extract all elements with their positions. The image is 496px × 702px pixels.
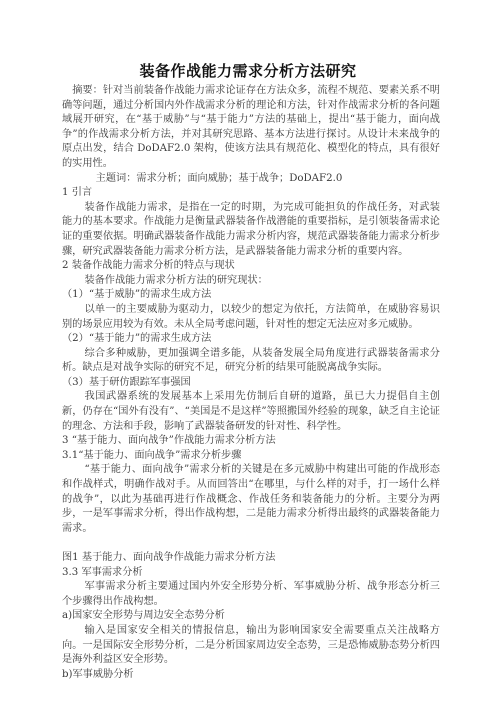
section-para-2: 装备作战能力需求分析方法的研究现状： [84, 274, 268, 286]
subsection-para-a: 输入是国家安全相关的情报信息，输出为影响国家安全需要重点关注战略方向。一是国际安全形势分析，二是分析国家周边安全态势，三是恐怖威胁态势分析四是海外利益区安全形势。 [62, 624, 440, 666]
subsection-heading-b: b)军事威胁分析 [62, 668, 134, 680]
abstract-label: 摘要： [72, 85, 103, 96]
figure-gap [62, 536, 440, 551]
keywords [62, 172, 440, 187]
section-heading-2-1: （1）“基于威胁”的需求生成方法 [62, 289, 212, 301]
section-heading-1: 1 引言 [62, 187, 93, 199]
section-para-1: 装备作战能力需求，是指在一定的时期，为完成可能担负的作战任务，对武装能力的基本要求。作战能力是衡量武器装备作战潜能的重要指标，是引领装备需求论证的重要依据。明确武器装备作战能力需求分析内容，规范武器装备能力需求分析步骤，研究武器装备能力需求分析方法，是武器装备能力需求分析的重要内容。 [62, 201, 440, 257]
section-para-3-1: “基于能力、面向战争”需求分析的关键是在多元威胁中构建出可能的作战形态和作战样式，明确作战对手。从而回答出“在哪里，与什么样的对手，打一场什么样的战争”，以此为基础再进行作战概念、作战任务和装备能力的分析。主要分为两步，一是军事需求分析，得出作战构想，二是能力需求分析得出最终的武器装备能力需求。 [62, 464, 440, 534]
keywords-label: 主题词： [95, 172, 137, 184]
page-title: 装备作战能力需求分析方法研究 [139, 62, 357, 80]
section-heading-3-3: 3.3 军事需求分析 [62, 566, 143, 578]
figure-caption: 图1 基于能力、面向战争作战能力需求分析方法 [62, 552, 276, 563]
abstract-text: 针对当前装备作战能力需求论证存在方法众多，流程不规范、要素关系不明确等问题，通过分析国内外作战需求分析的理论和方法，针对作战需求分析的各问题域展开研究，在“基于威胁”与“基于能力”方法的基础上，提出“基于能力，面向战争”的作战需求分析方法，并对其研究思路、基本方法进行探讨。从设计未来战争的原点出发，结合 DoDAF2.0 架构，使该方法具有规范化、模型化的特点，具有很好的实用性。 [62, 85, 440, 169]
section-heading-2: 2 装备作战能力需求分析的特点与现状 [62, 260, 235, 272]
section-heading-3: 3 “基于能力、面向战争”作战能力需求分析方法 [62, 435, 276, 447]
subsection-heading-a: a)国家安全形势与周边安全态势分析 [62, 610, 225, 622]
section-heading-3-1: 3.1“基于能力、面向战争”需求分析步骤 [62, 449, 242, 461]
section-para-2-3: 我国武器系统的发展基本上采用先仿制后自研的道路，虽已大力提倡自主创新，仍存在“国外有没有”、“美国是不是这样”等照搬国外经验的现象，缺乏自主论证的理念、方法和手段，影响了武器装备研发的针对性、科学性。 [62, 391, 440, 432]
keywords-text: 需求分析；面向威胁；基于战争；DoDAF2.0 [136, 172, 343, 184]
section-heading-2-3: （3）基于研仿跟踪军事强国 [62, 376, 191, 388]
section-heading-2-2: （2）“基于能力”的需求生成方法 [62, 333, 212, 345]
abstract [62, 84, 440, 172]
section-para-3-3: 军事需求分析主要通过国内外安全形势分析、军事威胁分析、战争形态分析三个步骤得出作战构想。 [62, 581, 440, 607]
section-para-2-1: 以单一的主要威胁为驱动力，以较少的想定为依托，方法简单，在威胁容易识别的场景应用较为有效。未从全局考虑问题，针对性的想定无法应对多元威胁。 [62, 303, 440, 330]
section-para-2-2: 综合多种威胁，更加强调全谱多能，从装备发展全局角度进行武器装备需求分析。缺点是对战争实际的研究不足，研究分析的结果可能脱离战争实际。 [62, 347, 440, 374]
document-body [62, 84, 440, 682]
